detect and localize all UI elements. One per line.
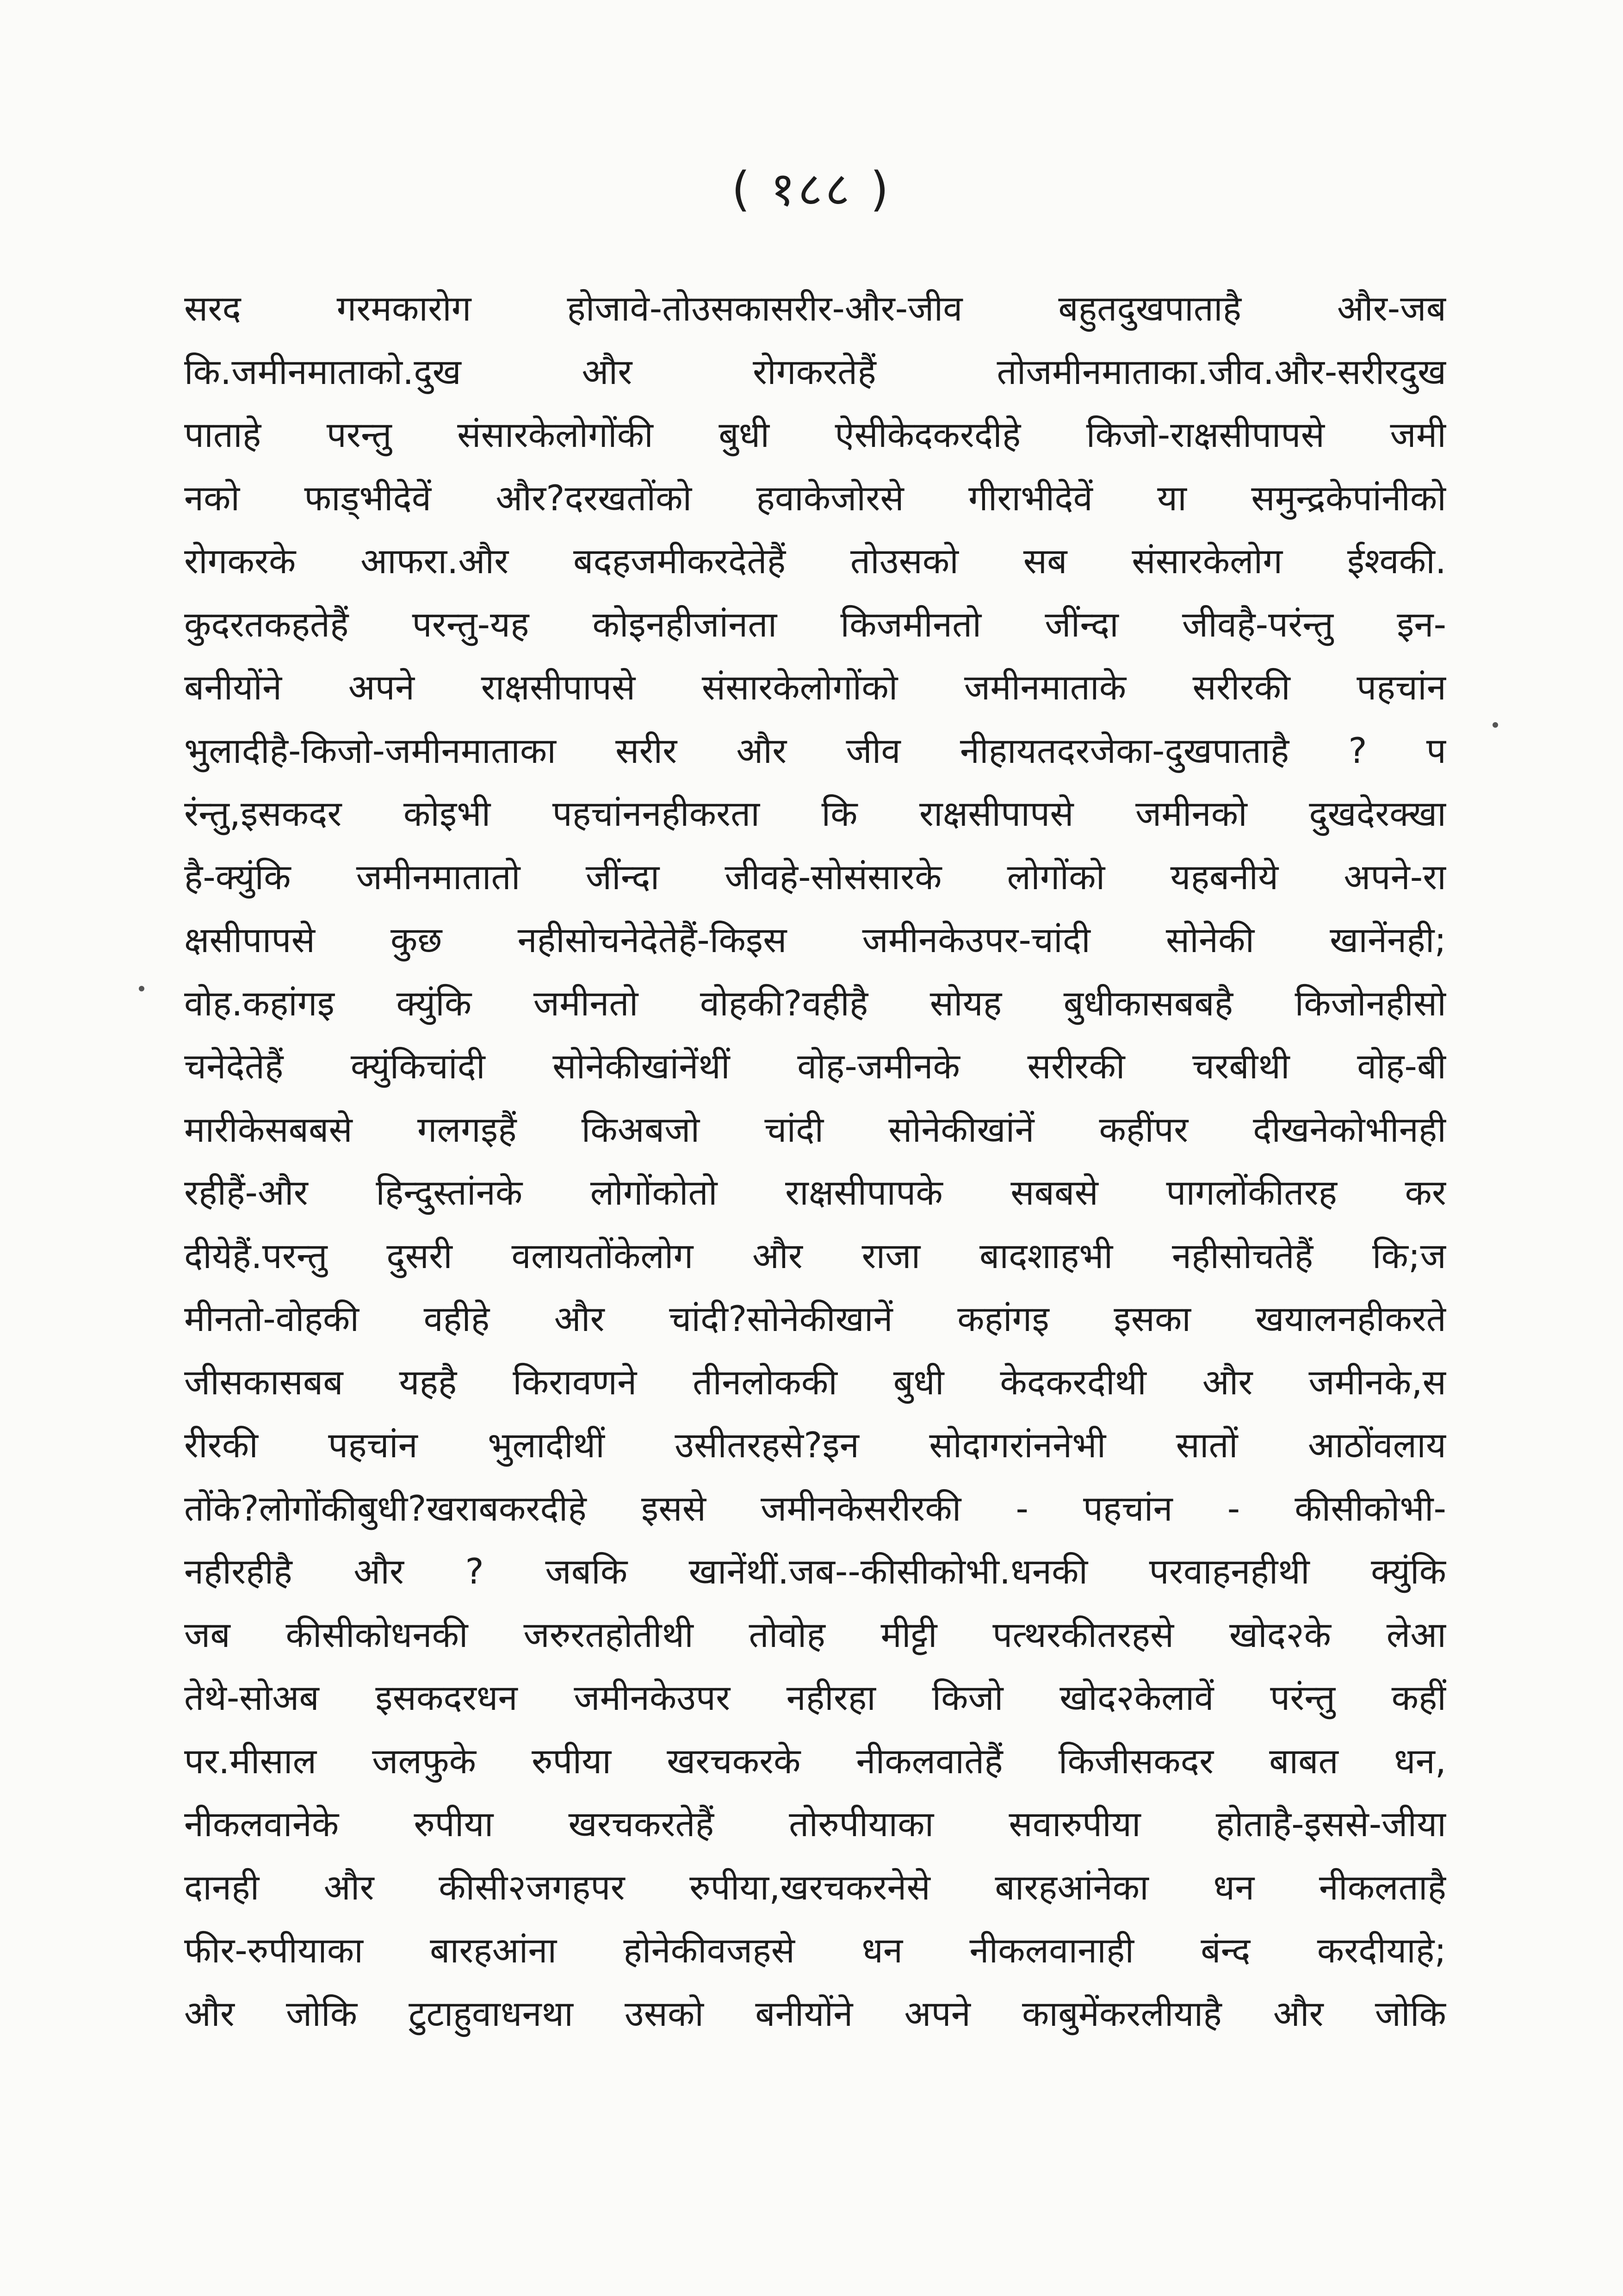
word: वोहकी?वहीहै (700, 983, 868, 1024)
word: बनीयोंने (755, 1993, 853, 2034)
word: मारीकेसबबसे (184, 1109, 353, 1150)
word: क्षसीपापसे (184, 919, 315, 960)
word: वलायतोंकेलोग (511, 1235, 694, 1276)
word: पाताहे (184, 414, 261, 455)
word: राक्षसीपापसे (481, 667, 636, 708)
word: इससे (641, 1488, 706, 1529)
word: जीसकासबब (184, 1362, 343, 1403)
word: और (554, 1298, 605, 1339)
word: कि;ज (1372, 1235, 1446, 1276)
word: कोइनहीजांनता (592, 604, 777, 645)
word: और (1273, 1993, 1324, 2034)
word: कहांगइ (957, 1298, 1049, 1339)
word: दानही (184, 1867, 260, 1908)
text-line (184, 592, 1446, 657)
word: नको (184, 477, 240, 519)
word: रुपीया,खरचकरनेसे (689, 1867, 930, 1908)
word: और (752, 1235, 803, 1276)
word: फाड्भीदेवें (304, 477, 432, 519)
word: राक्षसीपापसे (919, 793, 1074, 834)
word: और (582, 351, 632, 392)
word: तोंके?लोगोंकीबुधी?खराबकरदीहे (184, 1488, 587, 1529)
word: गलगइहैं (417, 1109, 517, 1150)
word: सवारुपीया (1009, 1803, 1141, 1844)
word: काबुमेंकरलीयाहै (1022, 1993, 1222, 2034)
word: जमीनके,स (1308, 1362, 1446, 1403)
word: खोद२केलावें (1059, 1677, 1214, 1718)
word: अपने (904, 1993, 971, 2034)
word: नहीसोचनेदेतेहैं-किइस (517, 919, 787, 960)
word: जमीनमातातो (356, 856, 520, 897)
word: इसका (1114, 1298, 1191, 1339)
word: जमीनमाताके (964, 667, 1127, 708)
text-line (184, 1034, 1446, 1099)
text-line (184, 781, 1446, 846)
word: रंन्तु,इसकदर (184, 793, 342, 834)
word: पर.मीसाल (184, 1740, 317, 1782)
word: टुटाहुवाधनथा (409, 1993, 573, 2034)
word: जलफुके (372, 1740, 477, 1782)
word: किजीसकदर (1058, 1740, 1214, 1782)
word: जमीनकेसरीरकी (761, 1488, 961, 1529)
word: नीकलवानाही (969, 1930, 1134, 1971)
word: पागलोंकीतरह (1166, 1172, 1338, 1213)
word: बुधीकासबबहै (1063, 983, 1233, 1024)
word: चनेदेतेहैं (184, 1046, 284, 1087)
word: सोदागरांननेभी (929, 1424, 1106, 1466)
text-line (184, 340, 1446, 404)
text-line (184, 1918, 1446, 1983)
word: नीकलवानेके (184, 1803, 339, 1844)
word: जीवहे-सोसंसारके (725, 856, 942, 897)
word: हिन्दुस्तांनके (376, 1172, 523, 1213)
word: लोगोंकोतो (590, 1172, 718, 1213)
word: तेथे-सोअब (184, 1677, 319, 1718)
word: आठोंवलाय (1307, 1424, 1446, 1466)
word: रुपीया (414, 1803, 494, 1844)
word: सरीरकी (1192, 667, 1290, 708)
word: तोवोह (749, 1614, 825, 1655)
word: - (1016, 1488, 1028, 1529)
word: बदहजमीकरदेतेहैं (573, 540, 786, 582)
word: क्युंकि (1371, 1551, 1446, 1592)
word: - (1227, 1488, 1240, 1529)
word: जोकि (1375, 1993, 1446, 2034)
word: नहीरहा (786, 1677, 876, 1718)
word: बादशाहभी (979, 1235, 1113, 1276)
word: होताहै-इससे-जीया (1215, 1803, 1446, 1844)
word: रीरकी (184, 1424, 258, 1466)
word: ऐसीकेदकरदीहे (835, 414, 1021, 455)
word: जींन्दा (1045, 604, 1119, 645)
word: बुधी (893, 1362, 944, 1403)
text-line (184, 466, 1446, 531)
word: केदकरदीथी (1000, 1362, 1146, 1403)
word: गरमकारोग (336, 288, 471, 329)
word: राजा (861, 1235, 921, 1276)
word: धन (1213, 1867, 1255, 1908)
word: पहचांन (1083, 1488, 1173, 1529)
text-line (184, 1224, 1446, 1288)
word: खानेंनही; (1330, 919, 1446, 960)
word: दुखदेरक्खा (1309, 793, 1446, 834)
word: कुदरतकहतेहैं (184, 604, 349, 645)
word: रुपीया (532, 1740, 612, 1782)
word: ईश्वकी. (1347, 540, 1446, 582)
word: कीसीकोभी- (1295, 1488, 1446, 1529)
word: ? (465, 1551, 484, 1592)
word: उसको (625, 1993, 704, 2034)
word: दीखनेकोभीनही (1253, 1109, 1446, 1150)
word: सब (1023, 540, 1067, 582)
word: गीराभीदेवें (968, 477, 1093, 519)
word: और (323, 1867, 374, 1908)
word: बहुतदुखपाताहै (1058, 288, 1242, 329)
word: संसारकेलोग (1132, 540, 1283, 582)
word: चरबीथी (1192, 1046, 1290, 1087)
word: बारहआंनेका (995, 1867, 1149, 1908)
word: नीहायतदरजेका-दुखपाताहै (960, 730, 1289, 771)
word: है-क्युंकि (184, 856, 291, 897)
word: सरद (184, 288, 241, 329)
word: और (353, 1551, 404, 1592)
word: संसारकेलोगोंको (701, 667, 898, 708)
word: सबबसे (1010, 1172, 1098, 1213)
word: आफरा.और (360, 540, 509, 582)
word: पहचांन (1357, 667, 1446, 708)
word: तोजमीनमाताका.जीव.और-सरीरदुख (997, 351, 1446, 392)
word: सोनेकी (1165, 919, 1255, 960)
word: परन्तु-यह (412, 604, 529, 645)
word: ? (1348, 730, 1367, 771)
text-line (184, 1665, 1446, 1730)
word: वोह-बी (1357, 1046, 1446, 1087)
word: बंन्द (1201, 1930, 1251, 1971)
text-line (184, 1855, 1446, 1920)
text-line (184, 1413, 1446, 1478)
text-line (184, 845, 1446, 910)
word: कीसीकोधनकी (285, 1614, 468, 1655)
word: कहीं (1391, 1677, 1446, 1718)
text-line (184, 1729, 1446, 1794)
word: दुसरी (386, 1235, 452, 1276)
word: मीट्टी (880, 1614, 937, 1655)
word: सातों (1176, 1424, 1238, 1466)
word: कहींपर (1099, 1109, 1189, 1150)
word: तोरुपीयाका (789, 1803, 934, 1844)
word: किजो-राक्षसीपापसे (1086, 414, 1325, 455)
text-line (184, 908, 1446, 972)
word: बारहआंना (430, 1930, 557, 1971)
word: परवाहनहीथी (1149, 1551, 1310, 1592)
text-line (184, 529, 1446, 594)
word: धन (861, 1930, 903, 1971)
word: किअबजो (581, 1109, 700, 1150)
word: और (736, 730, 787, 771)
word: और-जब (1337, 288, 1446, 329)
word: जमीनकेउपर (574, 1677, 731, 1718)
word: बाबत (1269, 1740, 1338, 1782)
word: होनेकीवजहसे (623, 1930, 795, 1971)
word: लेआ (1386, 1614, 1446, 1655)
word: खरचकरके (667, 1740, 801, 1782)
word: कर (1405, 1172, 1446, 1213)
word: बनीयोंने (184, 667, 282, 708)
word: जमीनतो (533, 983, 638, 1024)
word: सोयह (929, 983, 1002, 1024)
word: पहचांन (328, 1424, 418, 1466)
word: दीयेहैं.परन्तु (184, 1235, 328, 1276)
word: और (184, 1993, 235, 2034)
word: बुधी (719, 414, 770, 455)
word: जबकि (545, 1551, 628, 1592)
page-number: ( १८८ ) (731, 162, 892, 217)
text-line (184, 1539, 1446, 1604)
word: कि.जमीनमाताको.दुख (184, 351, 461, 392)
word: किजमीनतो (840, 604, 982, 645)
word: खयालनहीकरते (1255, 1298, 1446, 1339)
word: जमीनको (1135, 793, 1247, 834)
word: और?दरखतोंको (496, 477, 692, 519)
word: कि (821, 793, 858, 834)
word: लोगोंको (1007, 856, 1105, 897)
word: कोइभी (403, 793, 491, 834)
margin-dot-right (1493, 722, 1498, 728)
word: इसकदरधन (375, 1677, 518, 1718)
word: इन- (1397, 604, 1446, 645)
text-line (184, 1287, 1446, 1351)
text-line (184, 1981, 1446, 2046)
word: नहीसोचतेहैं (1171, 1235, 1313, 1276)
text-line (184, 1476, 1446, 1541)
text-line (184, 1792, 1446, 1857)
word: सोनेकीखांनेंथीं (552, 1046, 730, 1087)
word: संसारकेलोगोंकी (457, 414, 653, 455)
word: या (1157, 477, 1187, 519)
word: प (1426, 730, 1446, 771)
word: रहीहैं-और (184, 1172, 308, 1213)
word: वोह-जमीनके (797, 1046, 960, 1087)
word: सरीरकी (1027, 1046, 1125, 1087)
text-line (184, 1097, 1446, 1162)
word: तीनलोककी (693, 1362, 837, 1403)
word: जींन्दा (585, 856, 660, 897)
text-line (184, 1160, 1446, 1225)
word: अपने-रा (1344, 856, 1446, 897)
word: यहबनीये (1170, 856, 1279, 897)
word: अपने (348, 667, 415, 708)
text-line (184, 1350, 1446, 1415)
word: चांदी?सोनेकीखानें (669, 1298, 893, 1339)
text-line (184, 655, 1446, 720)
word: सोनेकीखांनें (888, 1109, 1035, 1150)
word: किरावणने (513, 1362, 637, 1403)
word: पत्थरकीतरहसे (992, 1614, 1174, 1655)
word: उसीतरहसे?इन (675, 1424, 859, 1466)
word: किजो (932, 1677, 1004, 1718)
word: जब (184, 1614, 230, 1655)
word: भुलादीथीं (488, 1424, 605, 1466)
text-line (184, 718, 1446, 783)
word: जोकि (285, 1993, 358, 2034)
word: वोह.कहांगइ (184, 983, 335, 1024)
word: करदीयाहे; (1317, 1930, 1446, 1971)
word: रोगकरतेहैं (753, 351, 876, 392)
word: धन, (1394, 1740, 1446, 1782)
word: समुन्द्रकेपांनीको (1251, 477, 1446, 519)
word: किजोनहीसो (1295, 983, 1446, 1024)
word: जमीनकेउपर-चांदी (862, 919, 1090, 960)
word: होजावे-तोउसकासरीर-और-जीव (567, 288, 963, 329)
word: जीवहै-परंन्तु (1182, 604, 1334, 645)
word: रोगकरके (184, 540, 296, 582)
word: और (1202, 1362, 1253, 1403)
text-line (184, 276, 1446, 341)
word: यहहै (399, 1362, 457, 1403)
text-line (184, 402, 1446, 467)
word: फीर-रुपीयाका (184, 1930, 363, 1971)
word: जीव (846, 730, 901, 771)
word: जरुरतहोतीथी (523, 1614, 694, 1655)
word: नीकलताहै (1319, 1867, 1446, 1908)
text-line (184, 971, 1446, 1036)
word: जमी (1390, 414, 1446, 455)
margin-dot-left (139, 986, 144, 991)
word: हवाकेजोरसे (756, 477, 904, 519)
word: सरीर (615, 730, 677, 771)
word: नीकलवातेहैं (856, 1740, 1003, 1782)
word: पहचांननहीकरता (552, 793, 760, 834)
word: कुछ (390, 919, 442, 960)
text-line (184, 1603, 1446, 1667)
word: क्युंकिचांदी (350, 1046, 485, 1087)
word: परंन्तु (1270, 1677, 1336, 1718)
word: चांदी (764, 1109, 824, 1150)
word: खानेंथीं.जब--कीसीकोभी.धनकी (688, 1551, 1088, 1592)
word: परन्तु (326, 414, 392, 455)
word: क्युंकि (396, 983, 472, 1024)
word: राक्षसीपापके (785, 1172, 943, 1213)
word: कीसी२जगहपर (439, 1867, 625, 1908)
word: खरचकरतेहैं (568, 1803, 714, 1844)
word: वहीहे (423, 1298, 490, 1339)
word: तोउसको (850, 540, 959, 582)
word: खोद२के (1229, 1614, 1332, 1655)
word: भुलादीहै-किजो-जमीनमाताका (184, 730, 556, 771)
word: नहीरहीहै (184, 1551, 292, 1592)
word: मीनतो-वोहकी (184, 1298, 359, 1339)
